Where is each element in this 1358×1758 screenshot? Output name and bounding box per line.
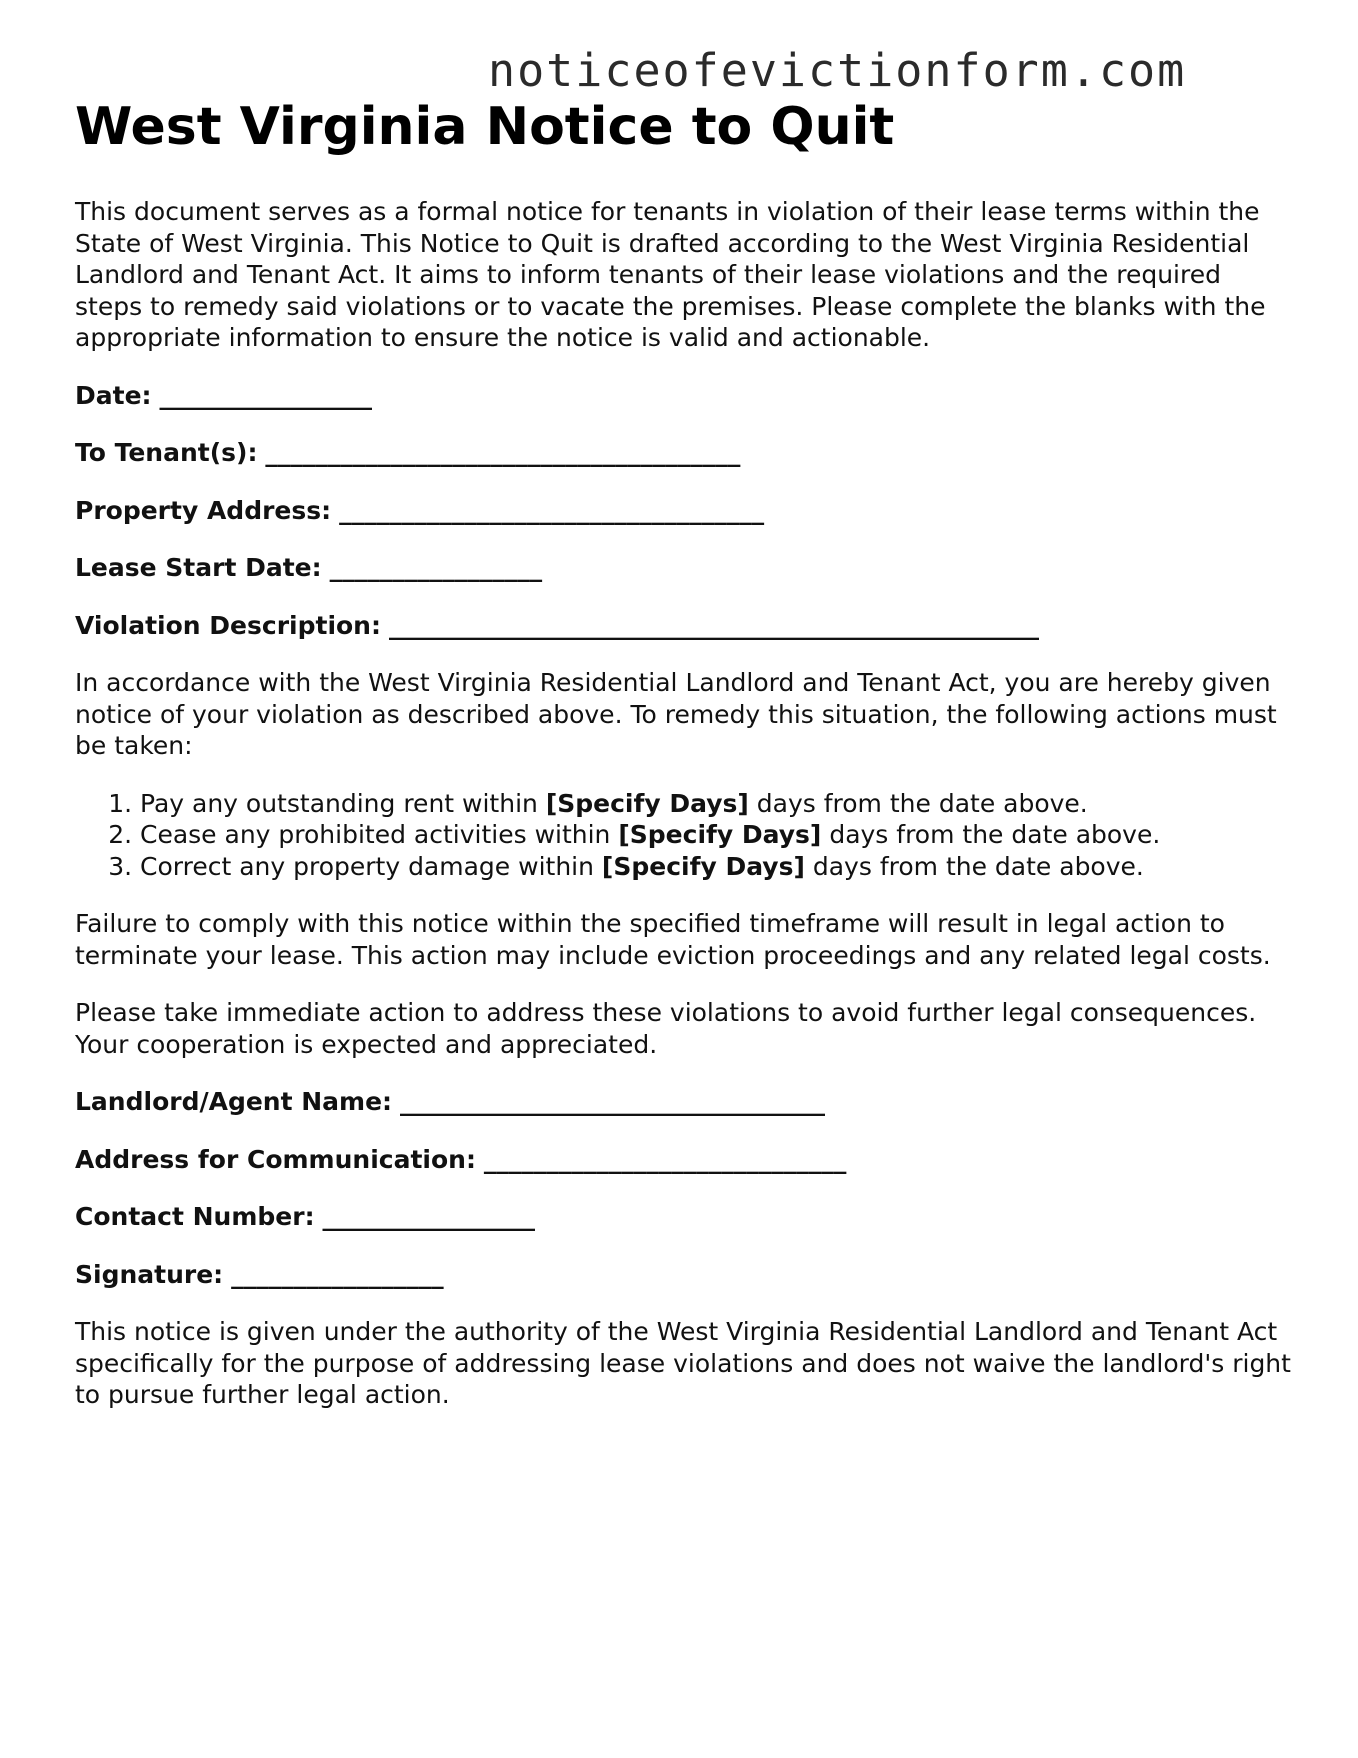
accordance-paragraph: In accordance with the West Virginia Residential Landlord and Tenant Act, you are hereby given notice of your violation as described above. To remedy this situation, the following actions must be taken: [75, 668, 1277, 760]
please-paragraph: Please take immediate action to address these violations to avoid further legal consequences. Your cooperation is expected and appreciated. [75, 998, 1257, 1059]
failure-paragraph: Failure to comply with this notice within the specified timeframe will result in legal action to terminate your lease. This action may include eviction proceedings and any related legal costs. [75, 909, 1271, 970]
contact-number-label: Contact Number: [75, 1202, 315, 1231]
signature-label: Signature: [75, 1259, 224, 1289]
communication-address-blank[interactable]: _____________________________ [483, 1144, 847, 1174]
site-watermark: noticeofevictionform.com [488, 44, 1187, 97]
lease-start-blank[interactable]: _________________ [329, 553, 543, 582]
contact-number-field [75, 1201, 1295, 1233]
landlord-name-field [75, 1086, 1295, 1118]
page-title: West Virginia Notice to Quit [75, 97, 895, 157]
signature-blank[interactable]: _________________ [231, 1259, 444, 1289]
lease-start-label: Lease Start Date: [75, 553, 322, 582]
communication-address-field [75, 1144, 1295, 1176]
property-address-field [75, 495, 1295, 527]
required-actions-list [75, 788, 1295, 883]
date-field [75, 380, 1295, 412]
property-address-blank[interactable]: __________________________________ [339, 495, 765, 525]
date-blank[interactable]: _________________ [159, 380, 372, 410]
violation-description-blank[interactable]: ____________________________________________________ [388, 610, 1039, 640]
tenant-label: To Tenant(s): [75, 438, 258, 467]
lease-start-field [75, 552, 1295, 584]
tenant-field [75, 437, 1295, 469]
list-item: 2. Cease any prohibited activities within [Specify Days] days from the date above. [140, 819, 1295, 851]
intro-paragraph: This document serves as a formal notice for tenants in violation of their lease terms within the State of West Virginia. This Notice to Quit is drafted according to the West Virginia Residential Landlord and Tenant Act. It aims to inform tenants of their lease violations and the required steps to remedy said violations or to vacate the premises. Please complete the blanks with the appropriate information to ensure the notice is valid and actionable. [75, 197, 1266, 352]
landlord-name-label: Landlord/Agent Name: [75, 1087, 393, 1116]
property-address-label: Property Address: [75, 495, 332, 525]
document-body [75, 96, 1295, 1411]
list-item: 3. Correct any property damage within [Specify Days] days from the date above. [140, 851, 1295, 883]
contact-number-blank[interactable]: _________________ [322, 1202, 536, 1231]
communication-address-label: Address for Communication: [75, 1144, 476, 1174]
date-label: Date: [75, 380, 152, 410]
violation-description-label: Violation Description: [75, 610, 381, 640]
violation-description-field [75, 610, 1295, 642]
signature-field [75, 1259, 1295, 1291]
landlord-name-blank[interactable]: __________________________________ [400, 1087, 825, 1116]
list-item: 1. Pay any outstanding rent within [Specify Days] days from the date above. [140, 788, 1295, 820]
tenant-blank[interactable]: ______________________________________ [265, 438, 741, 467]
closing-paragraph: This notice is given under the authority of the West Virginia Residential Landlord and Tenant Act specifically for the purpose of addressing lease violations and does not waive the landlord's right to pursue further legal action. [75, 1317, 1291, 1409]
